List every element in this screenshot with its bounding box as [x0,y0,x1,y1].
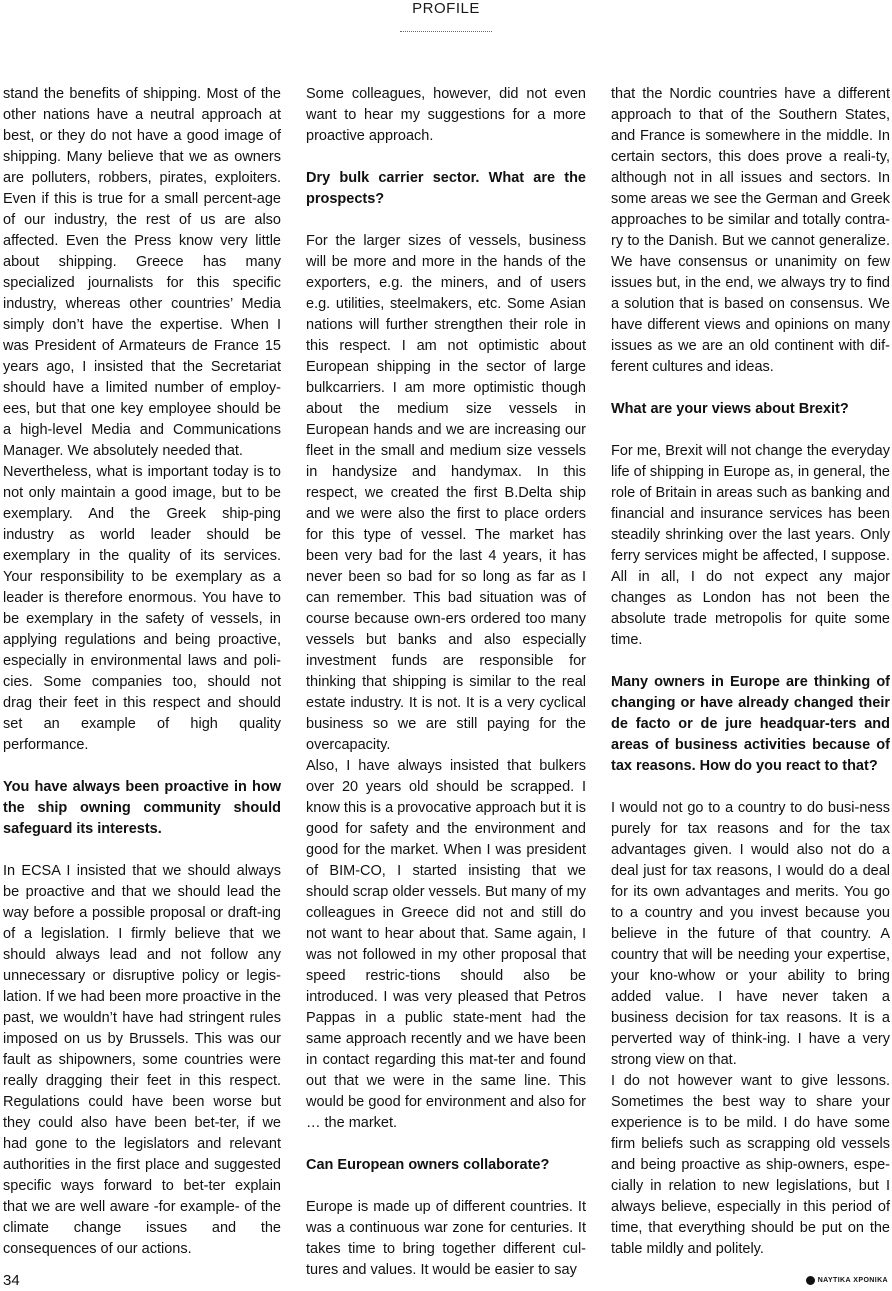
brand-name: ΝΑΥΤΙΚΑ ΧΡΟΝΙΚΑ [817,1277,888,1284]
body-paragraph: stand the benefits of shipping. Most of the other nations have a neutral approach at best, or they do not have a good image of shipping. Many believe that we as owners are polluters, robbers, pirates, exploiters. Even if this is true for a small percent-age of our industry, the rest of us are also affected. Even the Press know very little about shipping. Greece has many specialized journalists for this specific industry, whereas other countries’ Media simply don’t have the expertise. When I was President of Armateurs de France 15 years ago, I insisted that the Secretariat should have a limited number of employ-ees, but that one key employee should be a high-level Media and Communications Manager. We absolutely needed that. [3,86,281,459]
brand-logo-icon [806,1276,815,1285]
publication-brand [806,1276,888,1285]
question-heading: Many owners in Europe are thinking of changing or have already changed their de facto or de jure headquar-ters and areas of business activities because of tax reasons. How do you react to that? [611,674,890,774]
body-paragraph: I would not go to a country to do busi-ness purely for tax reasons and for the tax advantages given. I would also not do a deal just for tax reasons, I would do a deal for its own advantages and merits. You go to a country and you invest because you believe in the future of that country. A country that will be needing your expertise, your kno-whow or your ability to bring added value. I have never taken a business decision for tax reasons. It is a perverted way of think-ing. I have a very strong view on that. [611,800,890,1068]
article-column-3 [611,84,890,1259]
body-paragraph: In ECSA I insisted that we should always be proactive and that we should lead the way before a possible proposal or draft-ing of a legislation. I firmly believe that we should always lead and not follow any unnecessary or disruptive policy or legis-lation. If we had been more proactive in the past, we wouldn’t have had stringent rules imposed on us by Brussels. This was our fault as shipowners, some countries were really dragging their feet in this respect. Regulations could have been worse but they could also have been bet-ter, if we had gone to the legislators and relevant authorities in the first place and suggested specific ways forward to bet-ter explain that we are well aware -for example- of the climate change issues and the consequences of our actions. [3,863,281,1257]
body-paragraph: For me, Brexit will not change the everyday life of shipping in Europe as, in general, the role of Britain in areas such as banking and financial and insurance services has been steadily shrinking over the last years. Only ferry services might be affected, I suppose. All in all, I do not expect any major changes as London has not been the absolute trade metropolis for quite some time. [611,443,890,648]
body-paragraph: Nevertheless, what is important today is to not only maintain a good image, but to be exemplary. And the Greek ship-ping industry as world leader should be exemplary in the quality of its services. Your responsibility to be exemplary as a leader is therefore enormous. You have to be exemplary in the safety of vessels, in applying regulations and being proactive, especially in environmental laws and poli-cies. Some companies too, should not drag their feet in this respect and should set an example of high quality performance. [3,464,281,753]
question-heading: What are your views about Brexit? [611,401,849,417]
section-title: PROFILE [412,0,480,17]
question-heading: Dry bulk carrier sector. What are the prospects? [306,170,586,207]
header-divider [400,31,492,32]
body-paragraph: Europe is made up of different countries. It was a continuous war zone for centuries. It takes time to bring together different cul-tures and values. It would be easier to say [306,1199,586,1278]
question-heading: Can European owners collaborate? [306,1157,550,1173]
page-header [0,0,892,32]
article-column-2 [306,84,586,1278]
page-number: 34 [3,1272,20,1289]
article-column-1 [3,84,281,1259]
body-paragraph: Also, I have always insisted that bulkers over 20 years old should be scrapped. I know this is a provocative approach but it is good for safety and the environment and good for the market. When I was president of BIM-CO, I started insisting that we should scrap older vessels. But many of my colleagues in Greece did not and still do not want to hear about that. Same again, I was not followed in my other proposal that speed restric-tions should also be introduced. I was very pleased that Petros Pappas in a public state-ment had the same approach recently and we have been in contact regarding this mat-ter and found out that we were in the same line. This would be good for environment and also for … the market. [306,758,586,1131]
body-paragraph: For the larger sizes of vessels, business will be more and more in the hands of the exporters, e.g. the miners, and of users e.g. utilities, steelmakers, etc. Some Asian nations will further strengthen their role in this respect. I am not optimistic about European shipping in the sector of large bulkcarriers. I am more optimistic though about the medium size vessels in European hands and we are increasing our fleet in the small and medium size vessels in handysize and handymax. In this respect, we created the first B.Delta ship and we were also the first to place orders for this type of vessel. The market has been very bad for the last 4 years, it has never been so bad for so long as far as I can remember. This bad situation was of course because own-ers ordered too many vessels but banks and also especially investment funds are responsible for thinking that shipping is similar to the real estate industry. It is not. It is a very cyclical business so we are still paying for the overcapacity. [306,233,586,753]
question-heading: You have always been proactive in how the ship owning community should safeguard its interests. [3,779,281,837]
body-paragraph: Some colleagues, however, did not even want to hear my suggestions for a more proactive approach. [306,86,586,144]
body-paragraph: that the Nordic countries have a different approach to that of the Southern States, and France is somewhere in the middle. In certain sectors, this does prove a reali-ty, although not in all issues and sectors. In some areas we see the German and Greek approaches to be similar and totally contra-ry to the Danish. But we cannot generalize. We have consensus or unanimity on few issues but, in the end, we always try to find a solution that is based on consensus. We have different views and opinions on many issues as we are an old continent with dif-ferent cultures and ideas. [611,86,890,375]
body-paragraph: I do not however want to give lessons. Sometimes the best way to share your experience is to be mild. I do have some firm beliefs such as scrapping old vessels and being proactive as ship-owners, espe-cially in relation to new legislations, but I always believe, especially in this period of time, that everything should be put on the table mildly and politely. [611,1073,890,1257]
